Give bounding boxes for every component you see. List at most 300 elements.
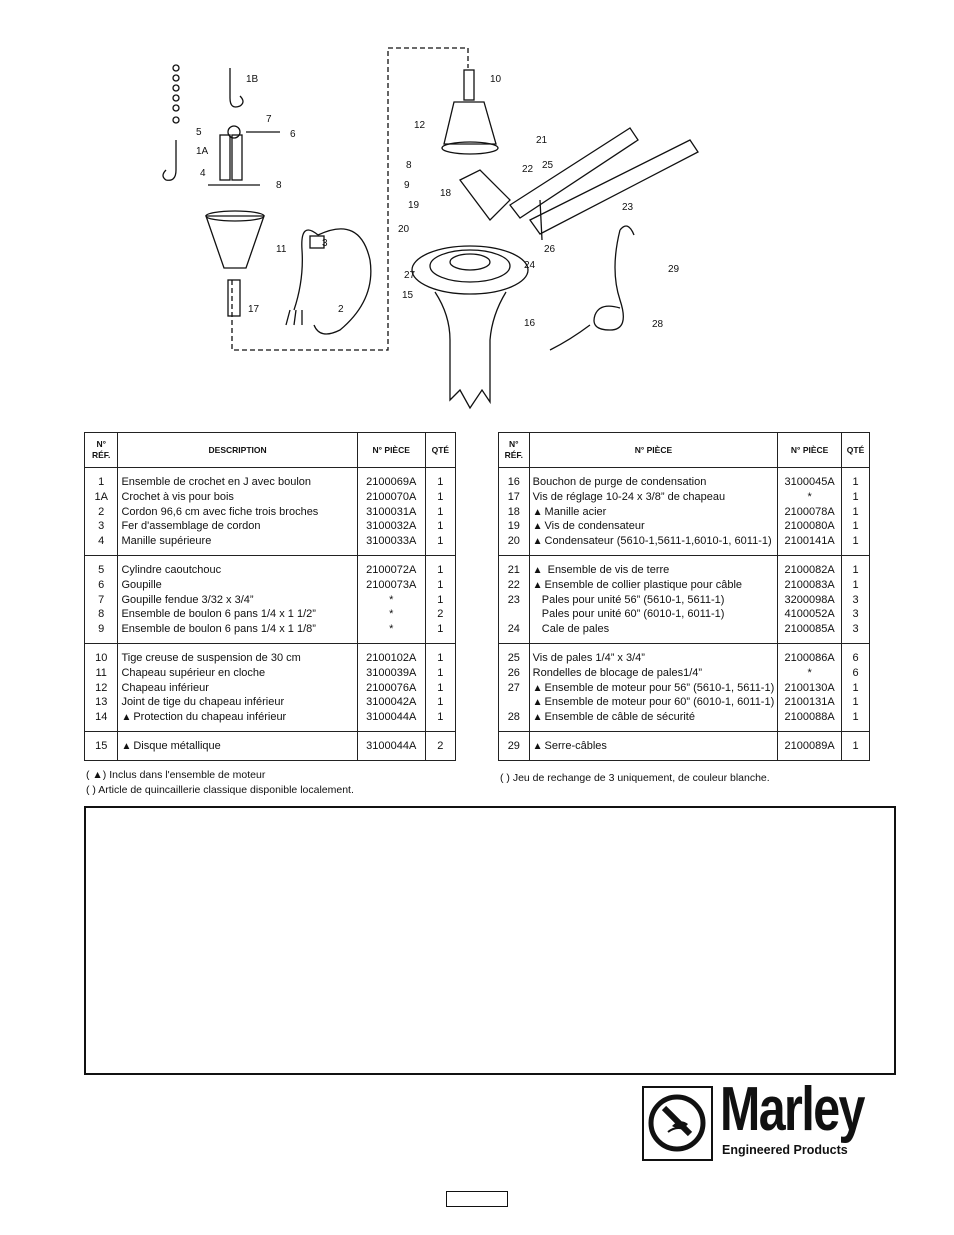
cell-text: Manille supérieure	[121, 535, 212, 548]
exploded-parts-diagram	[150, 40, 710, 412]
cell-line	[361, 534, 422, 549]
cell-text: 2100130A	[784, 681, 835, 694]
cell-text: *	[389, 608, 394, 621]
cell-text: 14	[95, 711, 108, 724]
cell-text: 23	[507, 593, 520, 606]
callout-11: 11	[276, 244, 287, 255]
cell-line	[781, 578, 838, 593]
logo-tagline: Engineered Products	[722, 1143, 848, 1157]
part-number-cell	[778, 731, 842, 760]
callout-4: 4	[200, 168, 206, 179]
callout-10: 10	[490, 74, 502, 85]
cell-text: Ensemble de collier plastique pour câble	[544, 578, 743, 591]
cell-line	[781, 534, 838, 549]
cell-text: 2	[437, 608, 444, 621]
cell-line	[429, 607, 452, 622]
description-cell	[529, 643, 778, 731]
cell-line	[502, 681, 526, 696]
cell-text: 1	[437, 535, 444, 548]
cell-text: 1	[852, 563, 859, 576]
cell-line	[533, 651, 775, 666]
cell-text: Crochet à vis pour bois	[121, 490, 234, 503]
quantity-cell	[842, 468, 870, 556]
cell-line	[502, 695, 526, 710]
cell-line	[88, 622, 114, 637]
notes-box	[84, 806, 896, 1075]
quantity-cell	[842, 731, 870, 760]
cell-text: Serre-câbles	[544, 739, 607, 752]
cell-line	[781, 563, 838, 578]
cell-line	[781, 710, 838, 725]
cell-line	[533, 578, 775, 593]
cell-text: 2100083A	[784, 578, 835, 591]
cell-text: 1	[852, 681, 859, 694]
cell-line	[533, 519, 775, 534]
cell-line	[502, 651, 526, 666]
cell-line	[845, 607, 866, 622]
cell-text: 3	[98, 520, 105, 533]
cell-line	[502, 710, 526, 725]
cell-line	[845, 666, 866, 681]
header-part-number: N° PIÈCE	[357, 433, 425, 468]
cell-line	[429, 475, 452, 490]
cell-text: 2100072A	[366, 563, 417, 576]
cell-line	[121, 563, 353, 578]
quantity-cell	[425, 555, 455, 643]
cell-line	[361, 710, 422, 725]
cell-line	[533, 622, 775, 637]
callout-8b: 8	[406, 160, 412, 171]
cell-line	[502, 739, 526, 754]
cell-line	[88, 739, 114, 754]
cell-line	[429, 578, 452, 593]
cell-text: 20	[507, 535, 520, 548]
cell-text: Goupille fendue 3/32 x 3/4”	[121, 593, 254, 606]
cell-text: Ensemble de moteur pour 60” (6010-1, 6011-1)	[544, 696, 775, 709]
header-quantity: QTÉ	[842, 433, 870, 468]
cell-line	[533, 739, 775, 754]
cell-text: 1	[437, 666, 444, 679]
cell-line	[502, 519, 526, 534]
table-row	[499, 643, 870, 731]
cell-text: 26	[507, 666, 520, 679]
part-number-cell	[357, 731, 425, 760]
cell-line	[429, 739, 452, 754]
cell-line	[121, 519, 353, 534]
callout-6: 6	[290, 129, 296, 140]
cell-line	[361, 651, 422, 666]
parts-table-left	[84, 432, 456, 761]
cell-line	[845, 505, 866, 520]
cell-text: 2100088A	[784, 711, 835, 724]
cell-line	[502, 622, 526, 637]
cell-line	[845, 490, 866, 505]
header-description: DESCRIPTION	[118, 433, 357, 468]
cell-text: 10	[95, 651, 108, 664]
part-number-cell	[778, 643, 842, 731]
cell-line	[502, 593, 526, 608]
cell-text: 2100085A	[784, 623, 835, 636]
cell-line	[845, 681, 866, 696]
cell-line	[533, 607, 775, 622]
cell-text: 1	[437, 623, 444, 636]
cell-line	[429, 534, 452, 549]
marley-emblem-icon	[642, 1086, 713, 1161]
cell-line	[429, 695, 452, 710]
header-ref: N° RÉF.	[85, 433, 118, 468]
callout-27: 27	[404, 270, 416, 281]
callout-8a: 8	[276, 180, 282, 191]
description-cell	[118, 731, 357, 760]
cell-line	[781, 681, 838, 696]
cell-line	[88, 593, 114, 608]
cell-line	[533, 505, 775, 520]
cell-text: Chapeau inférieur	[121, 681, 209, 694]
callout-25: 25	[542, 160, 554, 171]
cell-text: 24	[507, 623, 520, 636]
parts-table-right	[498, 432, 870, 761]
cell-text: Cale de pales	[532, 623, 610, 636]
cell-text: 21	[507, 563, 520, 576]
cell-line	[121, 739, 353, 754]
cell-line	[429, 710, 452, 725]
cell-text: 1	[98, 476, 105, 488]
cell-line	[845, 578, 866, 593]
description-cell	[118, 468, 357, 556]
cell-text: 3100039A	[366, 666, 417, 679]
cell-line	[502, 534, 526, 549]
cell-text: 1	[852, 696, 859, 709]
cell-text: 1	[852, 520, 859, 533]
cell-line	[845, 563, 866, 578]
part-number-cell	[357, 643, 425, 731]
cell-text: 19	[507, 520, 520, 533]
cell-text: Cylindre caoutchouc	[121, 563, 222, 576]
marley-logo	[642, 1075, 898, 1163]
cell-text: 3100042A	[366, 696, 417, 709]
cell-line	[845, 739, 866, 754]
cell-text: Ensemble de câble de sécurité	[544, 711, 695, 724]
motor-triangle-icon: ▲	[532, 740, 543, 752]
cell-text: Pales pour unité 60” (6010-1, 6011-1)	[532, 608, 725, 621]
cell-line	[429, 505, 452, 520]
table-row	[85, 468, 456, 556]
cell-line	[88, 490, 114, 505]
cell-text: 3	[852, 608, 859, 621]
cell-text: *	[807, 666, 812, 679]
cell-line	[845, 622, 866, 637]
callout-22: 22	[522, 164, 534, 175]
cell-text: 6	[98, 578, 105, 591]
cell-text: 2100076A	[366, 681, 417, 694]
cell-text: Pales pour unité 56” (5610-1, 5611-1)	[532, 593, 725, 606]
page-number-box	[446, 1191, 508, 1207]
cell-line	[121, 651, 353, 666]
callout-21: 21	[536, 135, 548, 146]
cell-text: 1	[852, 711, 859, 724]
cell-text: 2100102A	[366, 651, 417, 664]
callout-19: 19	[408, 200, 420, 211]
part-number-cell	[357, 555, 425, 643]
cell-text: 1	[852, 578, 859, 591]
logo-name: Marley	[720, 1075, 864, 1144]
table-row	[85, 555, 456, 643]
ref-cell	[499, 468, 530, 556]
cell-line	[845, 475, 866, 490]
part-number-cell	[357, 468, 425, 556]
cell-line	[429, 622, 452, 637]
cell-text: 2100082A	[784, 563, 835, 576]
cell-text: 16	[507, 476, 520, 488]
cell-line	[88, 710, 114, 725]
cell-line	[429, 490, 452, 505]
header-part-number: N° PIÈCE	[778, 433, 842, 468]
motor-triangle-icon: ▲	[532, 506, 543, 518]
cell-text: 4100052A	[784, 608, 835, 621]
cell-line	[361, 666, 422, 681]
description-cell	[529, 555, 778, 643]
cell-text: Ensemble de crochet en J avec boulon	[121, 476, 311, 488]
cell-line	[533, 534, 775, 549]
cell-line	[502, 563, 526, 578]
cell-text: 2100080A	[784, 520, 835, 533]
ref-cell	[85, 555, 118, 643]
cell-line	[361, 681, 422, 696]
table-row	[499, 555, 870, 643]
cell-text: 2100131A	[784, 696, 835, 709]
cell-line	[781, 651, 838, 666]
cell-line	[121, 622, 353, 637]
motor-footnote: ( ▲) Inclus dans l'ensemble de moteur	[86, 769, 266, 781]
description-cell	[529, 731, 778, 760]
cell-line	[121, 490, 353, 505]
cell-text: Ensemble de moteur pour 56” (5610-1, 5611-1)	[544, 681, 775, 694]
cell-text: Rondelles de blocage de pales1/4”	[532, 666, 703, 679]
cell-text: 1	[437, 563, 444, 576]
cell-text: 2100089A	[784, 739, 835, 752]
cell-line	[361, 607, 422, 622]
motor-triangle-icon: ▲	[532, 682, 543, 694]
quantity-cell	[842, 555, 870, 643]
cell-text: 13	[95, 696, 108, 709]
part-number-cell	[778, 468, 842, 556]
cell-text: 1	[437, 711, 444, 724]
cell-line	[121, 475, 353, 490]
cell-text: Bouchon de purge de condensation	[532, 476, 707, 488]
cell-text: 2	[98, 505, 105, 518]
table-row	[85, 643, 456, 731]
cell-text: 6	[852, 666, 859, 679]
cell-text: *	[389, 593, 394, 606]
cell-text: 29	[507, 739, 520, 752]
cell-line	[121, 534, 353, 549]
cell-line	[121, 593, 353, 608]
cell-text: 5	[98, 563, 105, 576]
cell-line	[121, 578, 353, 593]
cell-line	[533, 695, 775, 710]
cell-line	[121, 710, 353, 725]
cell-text: 1	[437, 696, 444, 709]
cell-line	[88, 607, 114, 622]
cell-text: Goupille	[121, 578, 162, 591]
cell-text: 1	[437, 520, 444, 533]
motor-triangle-icon: ▲	[532, 712, 543, 724]
ref-cell	[499, 731, 530, 760]
cell-text: Ensemble de vis de terre	[544, 563, 670, 576]
cell-line	[121, 695, 353, 710]
cell-text: 1	[437, 578, 444, 591]
callout-1b: 1B	[246, 74, 259, 85]
cell-text: 9	[98, 623, 105, 636]
cell-text: 15	[95, 739, 108, 752]
cell-line	[429, 651, 452, 666]
cell-text: Vis de pales 1/4” x 3/4”	[532, 651, 645, 664]
cell-line	[88, 651, 114, 666]
cell-text: Manille acier	[544, 505, 607, 518]
cell-text: 3100031A	[366, 505, 417, 518]
cell-text: 2100141A	[784, 535, 835, 548]
cell-text: 1	[852, 490, 859, 503]
cell-line	[361, 593, 422, 608]
cell-line	[781, 593, 838, 608]
cell-text: 1	[852, 739, 859, 752]
cell-text: 11	[95, 666, 107, 679]
cell-line	[361, 622, 422, 637]
cell-line	[533, 681, 775, 696]
cell-text: 2	[437, 739, 444, 752]
cell-text: 25	[507, 651, 520, 664]
cell-line	[845, 534, 866, 549]
ref-cell	[85, 643, 118, 731]
cell-line	[88, 505, 114, 520]
callout-1a: 1A	[196, 146, 209, 157]
cell-line	[845, 651, 866, 666]
callout-2: 2	[338, 304, 344, 315]
cell-text: 3200098A	[784, 593, 835, 606]
cell-text: Protection du chapeau inférieur	[133, 711, 287, 724]
cell-line	[361, 519, 422, 534]
cell-text: Tige creuse de suspension de 30 cm	[121, 651, 301, 664]
cell-text: 1	[437, 490, 444, 503]
table-row	[499, 468, 870, 556]
description-cell	[529, 468, 778, 556]
cell-line	[361, 695, 422, 710]
blade-footnote: ( ) Jeu de rechange de 3 uniquement, de couleur blanche.	[500, 772, 770, 784]
cell-text: Vis de réglage 10-24 x 3/8” de chapeau	[532, 490, 726, 503]
cell-text: Joint de tige du chapeau inférieur	[121, 696, 285, 709]
hardware-footnote: ( ) Article de quincaillerie classique disponible localement.	[86, 784, 354, 796]
callout-5: 5	[196, 127, 202, 138]
cell-text: 18	[507, 505, 520, 518]
cell-line	[845, 710, 866, 725]
cell-text: Disque métallique	[133, 739, 221, 752]
cell-line	[121, 607, 353, 622]
cell-line	[502, 475, 526, 490]
quantity-cell	[842, 643, 870, 731]
cell-line	[88, 666, 114, 681]
callout-26: 26	[544, 244, 556, 255]
ref-cell	[85, 468, 118, 556]
quantity-cell	[425, 468, 455, 556]
quantity-cell	[425, 731, 455, 760]
description-cell	[118, 643, 357, 731]
callout-28: 28	[652, 319, 664, 330]
cell-line	[429, 593, 452, 608]
cell-line	[533, 563, 775, 578]
cell-line	[361, 739, 422, 754]
motor-triangle-icon: ▲	[121, 712, 132, 724]
cell-text: Fer d'assemblage de cordon	[121, 520, 261, 533]
cell-text: 1	[852, 535, 859, 548]
cell-text: 1	[437, 476, 444, 488]
cell-line	[361, 578, 422, 593]
callout-7: 7	[266, 114, 272, 125]
callout-24: 24	[524, 260, 536, 271]
cell-text: 2100070A	[366, 490, 417, 503]
cell-line	[88, 695, 114, 710]
cell-text: 2100078A	[784, 505, 835, 518]
cell-text: 3100033A	[366, 535, 417, 548]
motor-triangle-icon: ▲	[532, 697, 543, 709]
cell-line	[88, 563, 114, 578]
cell-line	[533, 710, 775, 725]
cell-line	[845, 593, 866, 608]
cell-text: 28	[507, 711, 520, 724]
cell-line	[781, 490, 838, 505]
cell-line	[781, 475, 838, 490]
cell-text: 1	[852, 476, 859, 488]
cell-text: Cordon 96,6 cm avec fiche trois broches	[121, 505, 319, 518]
cell-line	[121, 505, 353, 520]
cell-line	[533, 475, 775, 490]
callout-18: 18	[440, 188, 452, 199]
cell-text: 4	[98, 535, 105, 548]
cell-text: 1A	[94, 490, 108, 503]
cell-text: 27	[507, 681, 520, 694]
cell-text: Chapeau supérieur en cloche	[121, 666, 266, 679]
cell-line	[781, 739, 838, 754]
callout-17: 17	[248, 304, 260, 315]
cell-line	[502, 505, 526, 520]
cell-line	[361, 475, 422, 490]
quantity-cell	[425, 643, 455, 731]
cell-line	[88, 534, 114, 549]
part-number-cell	[778, 555, 842, 643]
motor-triangle-icon: ▲	[532, 579, 543, 591]
cell-text: 1	[852, 505, 859, 518]
cell-line	[121, 666, 353, 681]
cell-line	[88, 519, 114, 534]
motor-triangle-icon: ▲	[532, 536, 543, 548]
callout-3: 3	[322, 238, 328, 249]
cell-text: 3	[852, 593, 859, 606]
table-row	[85, 731, 456, 760]
cell-text: 3100032A	[366, 520, 417, 533]
motor-triangle-icon: ▲	[532, 521, 543, 533]
cell-text: 2100069A	[366, 476, 417, 488]
cell-line	[781, 607, 838, 622]
callout-15: 15	[402, 290, 414, 301]
cell-text: 2100073A	[366, 578, 417, 591]
cell-text: Ensemble de boulon 6 pans 1/4 x 1 1/2”	[121, 608, 316, 621]
cell-line	[361, 505, 422, 520]
cell-text: *	[389, 623, 394, 636]
cell-line	[502, 578, 526, 593]
cell-text: 3100044A	[366, 739, 417, 752]
cell-line	[502, 607, 526, 622]
cell-line	[502, 666, 526, 681]
callout-9: 9	[404, 180, 410, 191]
